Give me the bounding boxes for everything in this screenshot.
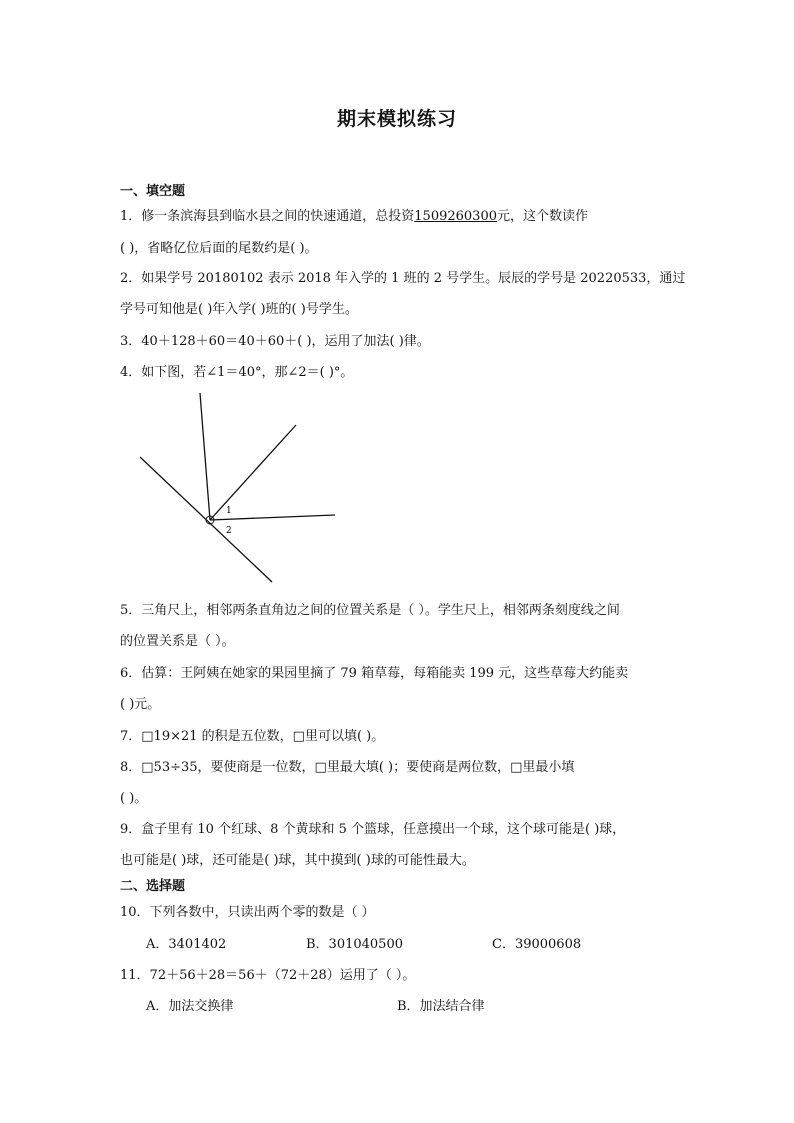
ray-vertical bbox=[200, 393, 210, 520]
question-2-line-2: 学号可知他是( )年入学( )班的( )号学生。 bbox=[120, 302, 358, 317]
angle-1-label: 1 bbox=[226, 506, 232, 516]
question-6-line-1: 6．估算：王阿姨在她家的果园里摘了 79 箱草莓，每箱能卖 199 元，这些草莓大约能卖 bbox=[120, 666, 629, 681]
option-a[interactable]: A．3401402 bbox=[146, 937, 227, 952]
question-9-line-2: 也可能是( )球，还可能是( )球，其中摸到( )球的可能性最大。 bbox=[120, 853, 475, 868]
question-7: 7．□19×21 的积是五位数，□里可以填( )。 bbox=[120, 729, 385, 744]
question-8-line-1: 8．□53÷35，要使商是一位数，□里最大填( )；要使商是两位数，□里最小填 bbox=[120, 760, 575, 775]
option-c[interactable]: C．39000608 bbox=[492, 937, 582, 952]
question-9-line-1: 9．盒子里有 10 个红球、8 个黄球和 5 个篮球，任意摸出一个球，这个球可能是( )球， bbox=[120, 822, 626, 837]
question-1-line-1 bbox=[120, 208, 588, 226]
question-4: 4．如下图，若∠1＝40°，那∠2＝( )°。 bbox=[120, 365, 354, 380]
question-2-line-1: 2．如果学号 20180102 表示 2018 年入学的 1 班的 2 号学生。辰辰的学号是 20220533，通过 bbox=[120, 271, 686, 286]
option-b[interactable]: B．加法结合律 bbox=[397, 999, 485, 1014]
question-10-stem: 10．下列各数中，只读出两个零的数是（ ） bbox=[120, 905, 375, 920]
ray-upper-right bbox=[210, 425, 296, 520]
option-b[interactable]: B．301040500 bbox=[306, 937, 403, 952]
question-1-text-end: 元，这个数读作 bbox=[497, 209, 589, 224]
question-1-number: 1509260300 bbox=[414, 209, 497, 224]
question-11-stem: 11．72＋56＋28＝56＋（72＋28）运用了（ ）。 bbox=[120, 968, 416, 983]
angle-2-label: 2 bbox=[226, 526, 232, 536]
page-title: 期末模拟练习 bbox=[336, 108, 457, 130]
option-a[interactable]: A．加法交换律 bbox=[146, 999, 234, 1014]
section-heading-fill-blank: 一、填空题 bbox=[120, 184, 186, 199]
question-1-line-2: ( )，省略亿位后面的尾数约是( )。 bbox=[120, 241, 318, 256]
question-3: 3．40＋128＋60＝40＋60＋( )，运用了加法( )律。 bbox=[120, 334, 430, 349]
question-5-line-2: 的位置关系是（ ）。 bbox=[120, 634, 235, 649]
question-6-line-2: ( )元。 bbox=[120, 697, 161, 712]
question-5-line-1: 5．三角尺上，相邻两条直角边之间的位置关系是（ ）。学生尺上，相邻两条刻度线之间 bbox=[120, 603, 620, 618]
angle-figure bbox=[130, 390, 350, 590]
section-heading-multiple-choice: 二、选择题 bbox=[120, 879, 186, 894]
question-10-options bbox=[146, 936, 581, 954]
question-1-text: 1．修一条滨海县到临水县之间的快速通道，总投资 bbox=[120, 209, 415, 224]
question-8-line-2: ( )。 bbox=[120, 791, 148, 806]
question-11-options bbox=[146, 998, 485, 1016]
